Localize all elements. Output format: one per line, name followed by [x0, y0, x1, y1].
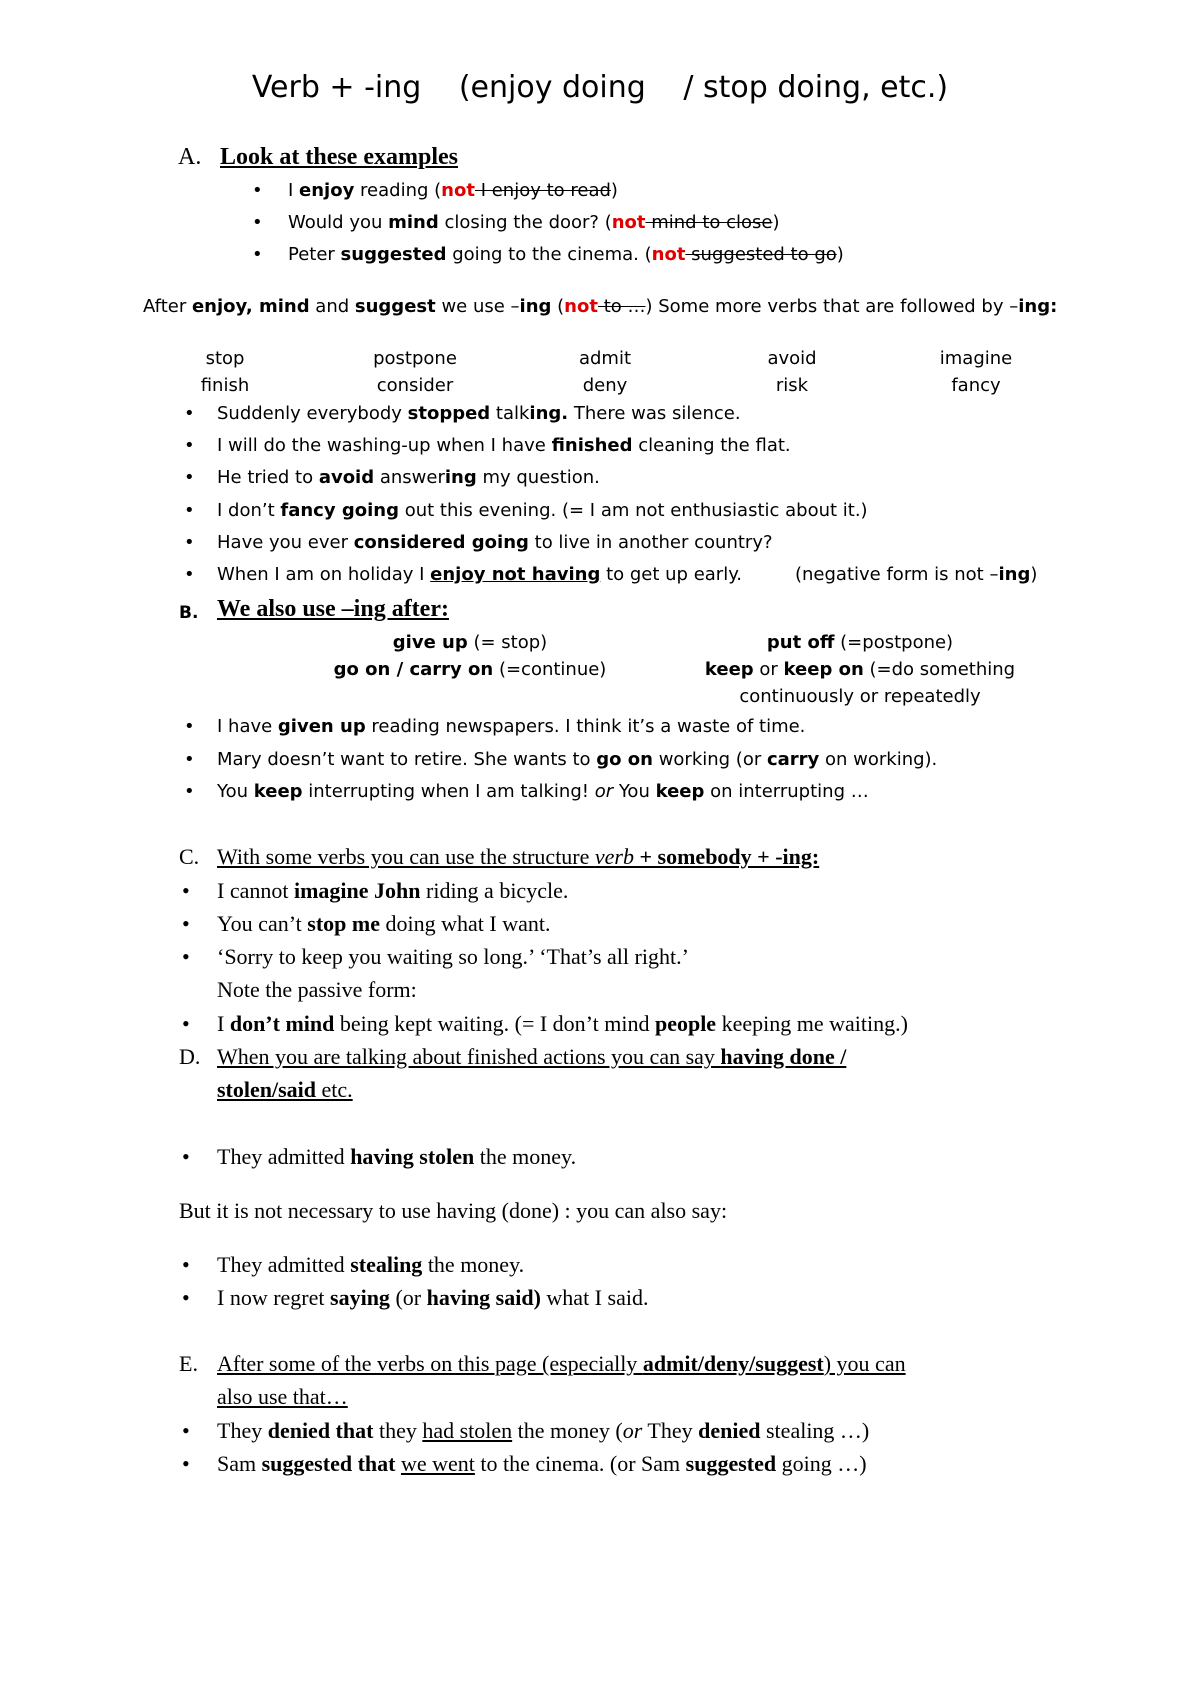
sentence-b-1: I have given up reading newspapers. I think it’s a waste of time.	[217, 716, 806, 737]
section-e-heading-line2: also use that…	[217, 1384, 348, 1409]
sentence-a-1: Suddenly everybody stopped talking. There was silence.	[217, 403, 741, 424]
section-e-label: E.	[179, 1351, 198, 1376]
after-enjoy-paragraph: After enjoy, mind and suggest we use –ing (not to …) Some more verbs that are followed by –ing:	[143, 296, 1058, 317]
section-d-label: D.	[179, 1044, 201, 1069]
bullet-dot: •	[184, 564, 195, 585]
verb-cell: avoid	[767, 348, 817, 369]
bullet-dot: •	[184, 532, 195, 553]
verb-cell: finish	[200, 375, 250, 396]
verb-cell: deny	[582, 375, 628, 396]
verb-cell: consider	[376, 375, 454, 396]
sentence-e-2: Sam suggested that we went to the cinema. (or Sam suggested going …)	[217, 1451, 867, 1476]
phrase-go-on: go on / carry on (=continue)	[333, 659, 607, 680]
sentence-d-1: They admitted having stolen the money.	[217, 1144, 577, 1169]
negative-form-note: (negative form is not –ing)	[795, 564, 1038, 585]
verb-cell: fancy	[951, 375, 1001, 396]
sentence-b-2: Mary doesn’t want to retire. She wants to go on working (or carry on working).	[217, 749, 938, 770]
sentence-a-6: When I am on holiday I enjoy not having to get up early.	[217, 564, 743, 585]
example-1: I enjoy reading (not I enjoy to read)	[288, 180, 618, 201]
sentence-c-3: ‘Sorry to keep you waiting so long.’ ‘That’s all right.’	[217, 944, 689, 969]
verb-cell: risk	[775, 375, 809, 396]
bullet-dot: •	[182, 911, 190, 936]
bullet-dot: •	[182, 1011, 190, 1036]
phrase-keep: keep or keep on (=do something	[704, 659, 1016, 680]
title-part-1: Verb + -ing	[251, 70, 422, 105]
bullet-dot: •	[182, 1285, 190, 1310]
title-part-3: / stop doing, etc.)	[683, 70, 949, 105]
but-paragraph: But it is not necessary to use having (done) : you can also say:	[179, 1198, 728, 1223]
example-2: Would you mind closing the door? (not mind to close)	[288, 212, 780, 233]
bullet-dot: •	[252, 212, 263, 233]
bullet-dot: •	[182, 878, 190, 903]
bullet-dot: •	[182, 1418, 190, 1443]
bullet-dot: •	[184, 435, 195, 456]
bullet-dot: •	[184, 716, 195, 737]
section-b-heading: We also use –ing after:	[217, 596, 449, 622]
section-b-label: B.	[179, 603, 199, 623]
sentence-c-passive: I don’t mind being kept waiting. (= I don’t mind people keeping me waiting.)	[217, 1011, 908, 1036]
verb-cell: stop	[205, 348, 245, 369]
sentence-d-3: I now regret saying (or having said) what I said.	[217, 1285, 649, 1310]
verb-cell: admit	[578, 348, 632, 369]
verb-cell: imagine	[939, 348, 1013, 369]
section-a-label: A.	[178, 144, 202, 170]
sentence-a-5: Have you ever considered going to live in another country?	[217, 532, 773, 553]
passive-note: Note the passive form:	[217, 977, 417, 1002]
bullet-dot: •	[182, 1252, 190, 1277]
bullet-dot: •	[184, 403, 195, 424]
bullet-dot: •	[182, 1144, 190, 1169]
sentence-a-3: He tried to avoid answering my question.	[217, 467, 600, 488]
sentence-a-4: I don’t fancy going out this evening. (= I am not enthusiastic about it.)	[217, 500, 868, 521]
bullet-dot: •	[184, 467, 195, 488]
sentence-a-2: I will do the washing-up when I have finished cleaning the flat.	[217, 435, 791, 456]
bullet-dot: •	[184, 781, 195, 802]
example-3: Peter suggested going to the cinema. (not suggested to go)	[288, 244, 844, 265]
section-a-heading: Look at these examples	[220, 144, 458, 170]
bullet-dot: •	[182, 1451, 190, 1476]
sentence-c-2: You can’t stop me doing what I want.	[217, 911, 551, 936]
section-c-heading: With some verbs you can use the structure verb + somebody + -ing:	[217, 844, 820, 869]
verb-cell: postpone	[373, 348, 457, 369]
bullet-dot: •	[182, 944, 190, 969]
section-c-label: C.	[179, 844, 200, 869]
phrase-give-up: give up (= stop)	[392, 632, 548, 653]
phrase-put-off: put off (=postpone)	[766, 632, 954, 653]
bullet-dot: •	[184, 749, 195, 770]
bullet-dot: •	[252, 180, 263, 201]
title-part-2: (enjoy doing	[458, 70, 646, 105]
page-title	[0, 70, 1200, 105]
sentence-e-1: They denied that they had stolen the money (or They denied stealing …)	[217, 1418, 870, 1443]
section-d-heading-line2: stolen/said etc.	[217, 1077, 353, 1102]
sentence-d-2: They admitted stealing the money.	[217, 1252, 525, 1277]
section-e-heading-line1: After some of the verbs on this page (especially admit/deny/suggest) you can	[217, 1351, 906, 1376]
bullet-dot: •	[252, 244, 263, 265]
bullet-dot: •	[184, 500, 195, 521]
phrase-keep-continued: continuously or repeatedly	[739, 686, 981, 707]
sentence-b-3: You keep interrupting when I am talking! or You keep on interrupting …	[217, 781, 869, 802]
section-d-heading-line1: When you are talking about finished actions you can say having done /	[217, 1044, 847, 1069]
sentence-c-1: I cannot imagine John riding a bicycle.	[217, 878, 569, 903]
